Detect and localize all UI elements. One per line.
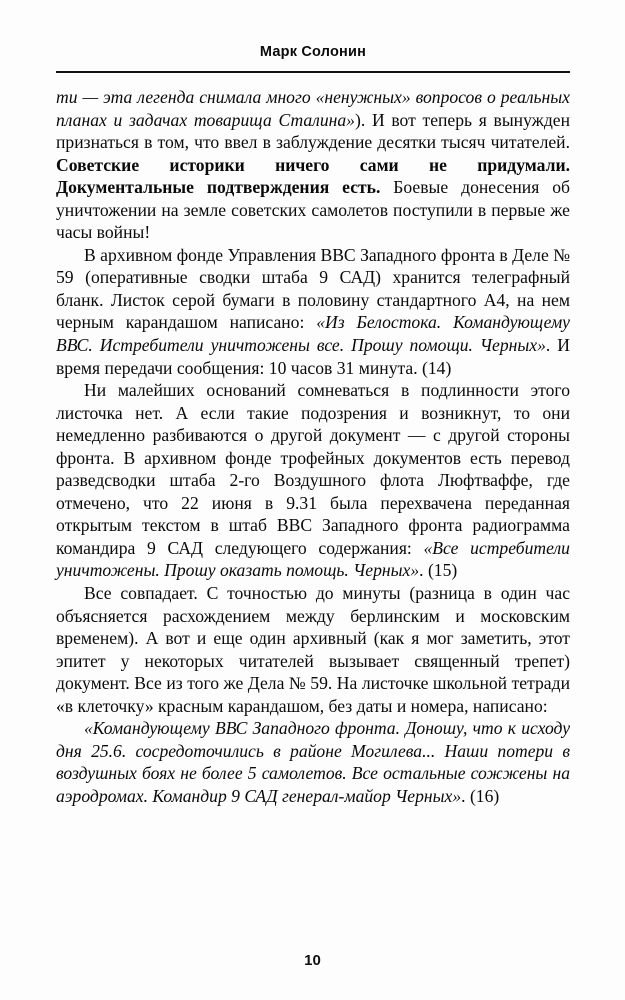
- text-run-regular: . (15): [419, 560, 458, 581]
- text-run-regular: В архивном фонде Управления ВВС Западного фронта в Деле № 59 (оперативные сводки штаба 9 САД) хранится телеграфный бланк. Листок серой бумаги в половину стандартного А4, на нем черным карандашом написано:: [56, 244, 570, 333]
- para-quote-report: [56, 717, 570, 807]
- header-rule: [56, 71, 570, 73]
- text-run-regular: Боевые донесения об уничтожении на земле советских самолетов поступили в первые же часы войны!: [56, 177, 570, 243]
- page-number: 10: [304, 952, 321, 969]
- text-run-regular: Ни малейших оснований сомневаться в подлинности этого листочка нет. А если такие подозрения и возникнут, то они немедленно разбиваются о другой документ — с другой стороны фронта. В архивном фонде трофейных документов есть перевод разведсводки штаба 2-го Воздушного флота Люфтваффе, где отмечено, что 22 июня в 9.31 была перехвачена переданная открытым текстом в штаб ВВС Западного фронта радиограмма командира 9 САД следующего содержания:: [56, 380, 570, 558]
- para-archive-fund: [56, 244, 570, 379]
- text-run-regular: ). И вот теперь я вынужден признаться в том, что ввел в заблуждение десятки тысяч читателей.: [56, 109, 570, 153]
- text-run-regular: Все совпадает. С точностью до минуты (разница в один час объясняется расхождением между берлинским и московским временем). А вот и еще один архивный (как я мог заметить, этот эпитет у некоторых читателей вызывает священный трепет) документ. Все из того же Дела № 59. На листочке школьной тетради «в клеточку» красным карандашом, без даты и номера, написано:: [56, 583, 570, 716]
- text-run-italic: «Все истребители уничтожены. Прошу оказать помощь. Черных»: [56, 537, 570, 581]
- running-head: Марк Солонин: [259, 44, 367, 60]
- text-run-regular: . (16): [461, 785, 500, 806]
- text-run-italic: «Командующему ВВС Западного фронта. Доношу, что к исходу дня 25.6. сосредоточились в районе Могилева... Наши потери в воздушных боях не более 5 самолетов. Все остальные сожжены на аэродромах. Командир 9 САД генерал-майор Черных»: [56, 718, 570, 806]
- text-run-italic: ти — эта легенда снимала много «ненужных» вопросов о реальных планах и задачах товарища Сталина»: [56, 87, 570, 130]
- text-run-italic: «Из Белостока. Командующему ВВС. Истребители уничтожены все. Прошу помощи. Черных»: [56, 312, 570, 356]
- para-no-doubt: [56, 379, 570, 582]
- text-run-bold: Советские историки ничего сами не придумали. Документальные подтверждения есть.: [56, 154, 570, 198]
- para-all-matches: [56, 582, 570, 717]
- body-text-block: [56, 86, 570, 808]
- text-run-regular: . И время передачи сообщения: 10 часов 31 минута. (14): [56, 335, 570, 378]
- para-continued-legend: [56, 86, 570, 244]
